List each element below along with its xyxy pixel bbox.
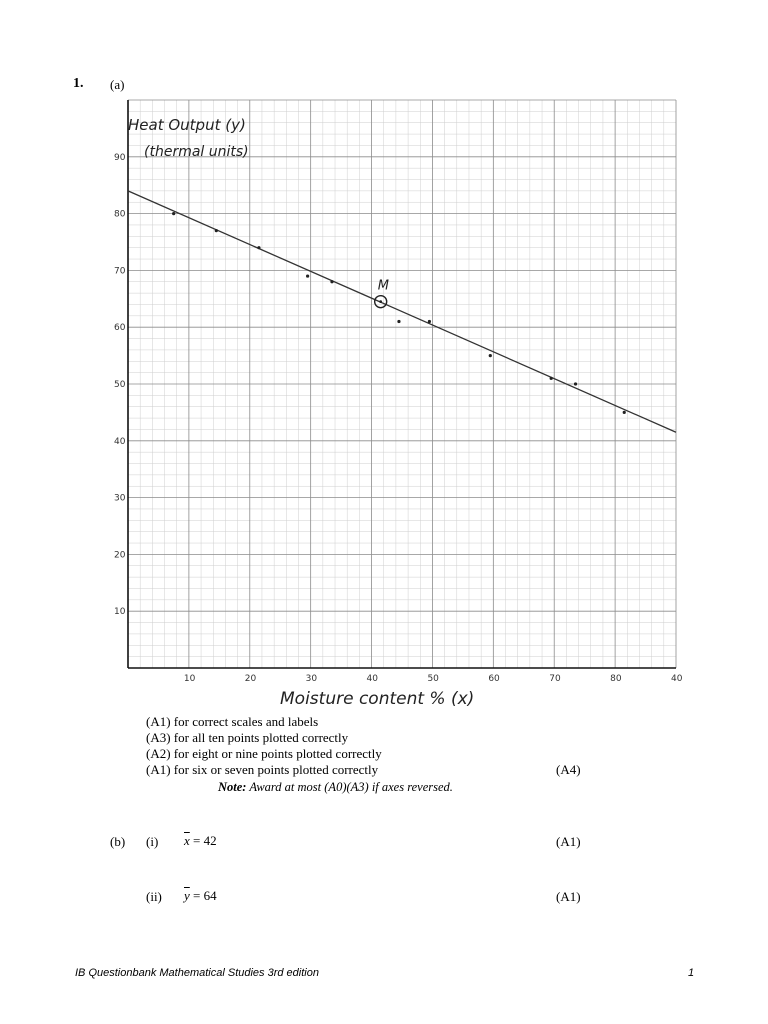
part-b-i-label: (i) [146, 834, 159, 849]
y-tick-label: 60 [114, 323, 126, 334]
total-award: (A4) [556, 762, 581, 777]
y-mean-value: = 64 [193, 888, 217, 903]
x-bar-symbol: $\overline{x}$ [184, 833, 190, 848]
mark-line: (A2) for eight or nine points plotted correctly [146, 746, 382, 761]
marking-scheme [146, 714, 382, 778]
x-tick-label: 80 [610, 674, 622, 684]
x-tick-label: 60 [488, 674, 500, 684]
question-number: 1. [73, 76, 84, 91]
y-tick-label: 30 [114, 493, 126, 504]
data-point [428, 320, 431, 323]
mark-line: (A3) for all ten points plotted correctly [146, 730, 349, 745]
part-b-ii-award: (A1) [556, 889, 581, 904]
part-b-i-award: (A1) [556, 834, 581, 849]
data-point [574, 382, 577, 385]
line-of-best-fit [128, 191, 676, 432]
note-label: Note: [218, 780, 247, 794]
part-b-label: (b) [110, 834, 126, 849]
y-tick-label: 80 [114, 209, 126, 220]
data-point [306, 274, 309, 277]
data-point [330, 280, 333, 283]
y-axis-label-units: (thermal units) [144, 144, 249, 160]
data-point [550, 377, 553, 380]
data-point [215, 229, 218, 232]
y-tick-label: 90 [114, 152, 126, 163]
y-tick-label: 50 [114, 380, 126, 390]
x-tick-label: 50 [427, 674, 439, 684]
y-tick-label: 10 [114, 607, 126, 618]
y-mean-equation [184, 888, 217, 904]
y-axis-label: Heat Output (y) [128, 116, 246, 134]
y-bar-symbol: $\overline{y}$ [184, 888, 190, 903]
x-mean-value: = 42 [193, 833, 217, 848]
x-tick-label: 20 [244, 674, 257, 684]
note-text: Award at most (A0)(A3) if axes reversed. [249, 780, 453, 794]
mark-line: (A1) for correct scales and labels [146, 714, 319, 729]
y-tick-label: 40 [114, 436, 126, 447]
scatter-graph [114, 96, 683, 712]
x-tick-label: 70 [549, 674, 561, 684]
marking-note [218, 780, 453, 795]
part-a-label: (a) [110, 77, 125, 92]
data-point [489, 354, 492, 357]
mean-point [379, 300, 382, 303]
x-tick-label: 40 [366, 674, 379, 684]
x-axis-label: Moisture content % (x) [280, 689, 475, 709]
data-point [172, 212, 175, 215]
data-point [257, 246, 260, 249]
data-point [623, 411, 626, 414]
page-number: 1 [688, 967, 695, 979]
x-mean-equation [184, 833, 217, 849]
x-tick-label: 10 [183, 674, 196, 684]
footer-source: IB Questionbank Mathematical Studies 3rd edition [75, 967, 319, 979]
data-point [397, 320, 400, 323]
mean-point-label: M [377, 278, 389, 294]
mark-line: (A1) for six or seven points plotted correctly [146, 762, 379, 777]
y-tick-label: 20 [114, 550, 126, 561]
x-tick-label: 30 [305, 674, 318, 684]
y-tick-label: 70 [114, 266, 126, 277]
part-b-ii-label: (ii) [146, 889, 162, 904]
x-tick-label: 40 [671, 674, 683, 684]
